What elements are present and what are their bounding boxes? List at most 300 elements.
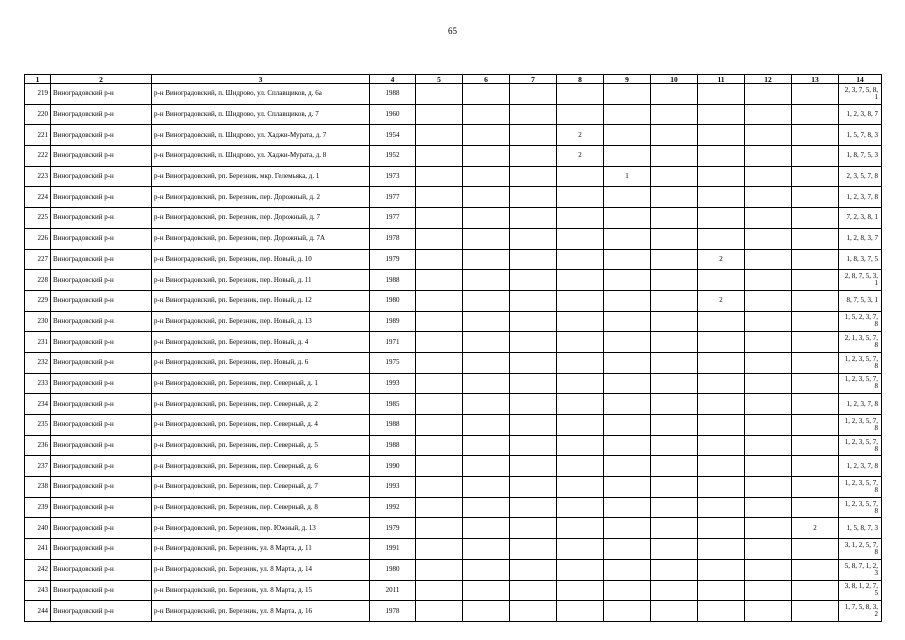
col13-cell	[792, 311, 839, 332]
row-number: 219	[25, 84, 51, 105]
housing-table	[24, 74, 882, 622]
col6-cell	[463, 332, 510, 353]
col6-cell	[463, 125, 510, 146]
col12-cell	[745, 477, 792, 498]
col12-cell	[745, 352, 792, 373]
table-row	[25, 311, 882, 332]
codes-cell: 1, 5, 7, 8, 3	[839, 125, 882, 146]
col13-cell	[792, 249, 839, 270]
codes-cell: 1, 5, 8, 7, 3	[839, 518, 882, 539]
col10-cell	[651, 125, 698, 146]
col12-cell	[745, 208, 792, 229]
col5-cell	[416, 352, 463, 373]
col9-cell	[604, 580, 651, 601]
row-number: 234	[25, 394, 51, 415]
table-row	[25, 187, 882, 208]
col10-cell	[651, 270, 698, 291]
col11-cell	[698, 228, 745, 249]
row-number: 228	[25, 270, 51, 291]
col13-cell	[792, 270, 839, 291]
district-cell: Виноградовский р-н	[51, 290, 152, 311]
district-cell: Виноградовский р-н	[51, 332, 152, 353]
col6-cell	[463, 477, 510, 498]
col13-cell	[792, 415, 839, 436]
col12-cell	[745, 539, 792, 560]
district-cell: Виноградовский р-н	[51, 208, 152, 229]
col5-cell	[416, 394, 463, 415]
row-number: 232	[25, 352, 51, 373]
col11-cell	[698, 394, 745, 415]
district-cell: Виноградовский р-н	[51, 352, 152, 373]
table-row	[25, 518, 882, 539]
col10-cell	[651, 518, 698, 539]
col8-cell	[557, 208, 604, 229]
col7-cell	[510, 518, 557, 539]
table-row	[25, 580, 882, 601]
address-cell: р-н Виноградовский, рп. Березник, пер. Северный, д. 8	[152, 497, 370, 518]
district-cell: Виноградовский р-н	[51, 166, 152, 187]
table-row	[25, 477, 882, 498]
col8-cell	[557, 456, 604, 477]
col12-cell	[745, 518, 792, 539]
row-number: 236	[25, 435, 51, 456]
table-row	[25, 415, 882, 436]
col10-cell	[651, 208, 698, 229]
col8-cell: 2	[557, 125, 604, 146]
table-header-row	[25, 75, 882, 84]
col12-cell	[745, 394, 792, 415]
address-cell: р-н Виноградовский, рп. Березник, пер. Северный, д. 4	[152, 415, 370, 436]
codes-cell: 1, 2, 3, 5, 7, 8	[839, 352, 882, 373]
col9-cell	[604, 497, 651, 518]
page-number: 65	[448, 26, 457, 36]
year-cell: 1978	[370, 601, 416, 622]
year-cell: 1988	[370, 84, 416, 105]
col6-cell	[463, 435, 510, 456]
district-cell: Виноградовский р-н	[51, 497, 152, 518]
district-cell: Виноградовский р-н	[51, 518, 152, 539]
col6-cell	[463, 373, 510, 394]
col6-cell	[463, 394, 510, 415]
col6-cell	[463, 539, 510, 560]
col11-cell	[698, 311, 745, 332]
col12-cell	[745, 456, 792, 477]
district-cell: Виноградовский р-н	[51, 84, 152, 105]
col9-cell	[604, 290, 651, 311]
col11-cell	[698, 518, 745, 539]
col10-cell	[651, 187, 698, 208]
row-number: 225	[25, 208, 51, 229]
district-cell: Виноградовский р-н	[51, 580, 152, 601]
year-cell: 1971	[370, 332, 416, 353]
col10-cell	[651, 84, 698, 105]
col6-cell	[463, 228, 510, 249]
col12-cell	[745, 228, 792, 249]
year-cell: 1988	[370, 415, 416, 436]
col8-cell	[557, 166, 604, 187]
codes-cell: 3, 8, 1, 2, 7, 5	[839, 580, 882, 601]
year-cell: 1975	[370, 352, 416, 373]
col6-cell	[463, 290, 510, 311]
column-header-12: 12	[745, 75, 792, 84]
col11-cell: 2	[698, 290, 745, 311]
col11-cell	[698, 559, 745, 580]
col5-cell	[416, 290, 463, 311]
address-cell: р-н Виноградовский, п. Шидрово, ул. Хаджи-Мурата, д. 8	[152, 146, 370, 167]
col12-cell	[745, 559, 792, 580]
col9-cell	[604, 477, 651, 498]
col5-cell	[416, 580, 463, 601]
year-cell: 2011	[370, 580, 416, 601]
year-cell: 1952	[370, 146, 416, 167]
col13-cell	[792, 187, 839, 208]
address-cell: р-н Виноградовский, рп. Березник, пер. Новый, д. 4	[152, 332, 370, 353]
codes-cell: 1, 8, 7, 5, 3	[839, 146, 882, 167]
col11-cell	[698, 601, 745, 622]
table-row	[25, 435, 882, 456]
col8-cell	[557, 352, 604, 373]
col7-cell	[510, 187, 557, 208]
col8-cell	[557, 270, 604, 291]
row-number: 227	[25, 249, 51, 270]
row-number: 238	[25, 477, 51, 498]
col11-cell	[698, 332, 745, 353]
col5-cell	[416, 477, 463, 498]
col7-cell	[510, 456, 557, 477]
col7-cell	[510, 84, 557, 105]
column-header-10: 10	[651, 75, 698, 84]
address-cell: р-н Виноградовский, рп. Березник, ул. 8 Марта, д. 11	[152, 539, 370, 560]
col10-cell	[651, 477, 698, 498]
col12-cell	[745, 187, 792, 208]
col6-cell	[463, 187, 510, 208]
table-row	[25, 166, 882, 187]
col10-cell	[651, 311, 698, 332]
district-cell: Виноградовский р-н	[51, 311, 152, 332]
codes-cell: 1, 8, 3, 7, 5	[839, 249, 882, 270]
row-number: 244	[25, 601, 51, 622]
district-cell: Виноградовский р-н	[51, 249, 152, 270]
col12-cell	[745, 373, 792, 394]
col13-cell	[792, 104, 839, 125]
column-header-2: 2	[51, 75, 152, 84]
col13-cell	[792, 477, 839, 498]
col10-cell	[651, 497, 698, 518]
col13-cell	[792, 559, 839, 580]
year-cell: 1973	[370, 166, 416, 187]
table-row	[25, 352, 882, 373]
col11-cell	[698, 208, 745, 229]
year-cell: 1977	[370, 208, 416, 229]
col7-cell	[510, 249, 557, 270]
col11-cell: 2	[698, 249, 745, 270]
col5-cell	[416, 539, 463, 560]
col8-cell	[557, 228, 604, 249]
col11-cell	[698, 146, 745, 167]
col13-cell	[792, 456, 839, 477]
col7-cell	[510, 352, 557, 373]
col6-cell	[463, 249, 510, 270]
col11-cell	[698, 415, 745, 436]
col9-cell	[604, 311, 651, 332]
codes-cell: 1, 2, 3, 7, 8	[839, 456, 882, 477]
col7-cell	[510, 415, 557, 436]
col10-cell	[651, 539, 698, 560]
col7-cell	[510, 146, 557, 167]
row-number: 243	[25, 580, 51, 601]
col6-cell	[463, 518, 510, 539]
address-cell: р-н Виноградовский, рп. Березник, ул. 8 Марта, д. 14	[152, 559, 370, 580]
col6-cell	[463, 146, 510, 167]
col11-cell	[698, 456, 745, 477]
col9-cell	[604, 187, 651, 208]
col8-cell	[557, 415, 604, 436]
year-cell: 1979	[370, 518, 416, 539]
col5-cell	[416, 249, 463, 270]
address-cell: р-н Виноградовский, рп. Березник, пер. Новый, д. 11	[152, 270, 370, 291]
column-header-6: 6	[463, 75, 510, 84]
year-cell: 1993	[370, 373, 416, 394]
address-cell: р-н Виноградовский, рп. Березник, пер. Северный, д. 6	[152, 456, 370, 477]
col8-cell	[557, 394, 604, 415]
address-cell: р-н Виноградовский, рп. Березник, пер. Новый, д. 12	[152, 290, 370, 311]
col11-cell	[698, 352, 745, 373]
address-cell: р-н Виноградовский, рп. Березник, пер. Северный, д. 1	[152, 373, 370, 394]
codes-cell: 1, 2, 3, 7, 8	[839, 394, 882, 415]
col5-cell	[416, 84, 463, 105]
table-row	[25, 539, 882, 560]
col6-cell	[463, 270, 510, 291]
col5-cell	[416, 228, 463, 249]
col5-cell	[416, 270, 463, 291]
col7-cell	[510, 497, 557, 518]
col11-cell	[698, 104, 745, 125]
row-number: 239	[25, 497, 51, 518]
column-header-8: 8	[557, 75, 604, 84]
address-cell: р-н Виноградовский, рп. Березник, пер. Новый, д. 6	[152, 352, 370, 373]
col13-cell	[792, 332, 839, 353]
col7-cell	[510, 311, 557, 332]
address-cell: р-н Виноградовский, рп. Березник, пер. Дорожный, д. 7А	[152, 228, 370, 249]
address-cell: р-н Виноградовский, рп. Березник, пер. Новый, д. 10	[152, 249, 370, 270]
codes-cell: 2, 1, 3, 5, 7, 8	[839, 332, 882, 353]
col8-cell	[557, 601, 604, 622]
col7-cell	[510, 539, 557, 560]
column-header-1: 1	[25, 75, 51, 84]
col9-cell	[604, 601, 651, 622]
col7-cell	[510, 208, 557, 229]
col5-cell	[416, 415, 463, 436]
district-cell: Виноградовский р-н	[51, 187, 152, 208]
col11-cell	[698, 270, 745, 291]
col6-cell	[463, 559, 510, 580]
col9-cell	[604, 249, 651, 270]
row-number: 221	[25, 125, 51, 146]
col8-cell	[557, 311, 604, 332]
table-row	[25, 208, 882, 229]
col10-cell	[651, 373, 698, 394]
col9-cell	[604, 559, 651, 580]
col8-cell	[557, 249, 604, 270]
year-cell: 1992	[370, 497, 416, 518]
codes-cell: 1, 5, 2, 3, 7, 8	[839, 311, 882, 332]
col11-cell	[698, 435, 745, 456]
row-number: 240	[25, 518, 51, 539]
col13-cell	[792, 394, 839, 415]
col11-cell	[698, 166, 745, 187]
col7-cell	[510, 601, 557, 622]
col6-cell	[463, 84, 510, 105]
year-cell: 1989	[370, 311, 416, 332]
col10-cell	[651, 104, 698, 125]
row-number: 235	[25, 415, 51, 436]
row-number: 223	[25, 166, 51, 187]
column-header-7: 7	[510, 75, 557, 84]
col12-cell	[745, 332, 792, 353]
row-number: 231	[25, 332, 51, 353]
address-cell: р-н Виноградовский, рп. Березник, пер. Южный, д. 13	[152, 518, 370, 539]
col13-cell	[792, 84, 839, 105]
col8-cell	[557, 580, 604, 601]
col10-cell	[651, 146, 698, 167]
district-cell: Виноградовский р-н	[51, 373, 152, 394]
col9-cell	[604, 146, 651, 167]
col13-cell	[792, 539, 839, 560]
col13-cell	[792, 580, 839, 601]
col5-cell	[416, 456, 463, 477]
col9-cell	[604, 352, 651, 373]
col8-cell	[557, 373, 604, 394]
col10-cell	[651, 290, 698, 311]
year-cell: 1960	[370, 104, 416, 125]
col6-cell	[463, 497, 510, 518]
codes-cell: 1, 7, 5, 8, 3, 2	[839, 601, 882, 622]
col5-cell	[416, 332, 463, 353]
col8-cell: 2	[557, 146, 604, 167]
col10-cell	[651, 332, 698, 353]
col10-cell	[651, 601, 698, 622]
col12-cell	[745, 580, 792, 601]
col6-cell	[463, 352, 510, 373]
col7-cell	[510, 290, 557, 311]
row-number: 222	[25, 146, 51, 167]
col8-cell	[557, 187, 604, 208]
district-cell: Виноградовский р-н	[51, 228, 152, 249]
col12-cell	[745, 270, 792, 291]
column-header-9: 9	[604, 75, 651, 84]
district-cell: Виноградовский р-н	[51, 559, 152, 580]
col9-cell	[604, 415, 651, 436]
col13-cell	[792, 125, 839, 146]
row-number: 233	[25, 373, 51, 394]
district-cell: Виноградовский р-н	[51, 415, 152, 436]
table-row	[25, 290, 882, 311]
col11-cell	[698, 373, 745, 394]
col12-cell	[745, 249, 792, 270]
year-cell: 1985	[370, 394, 416, 415]
year-cell: 1979	[370, 249, 416, 270]
address-cell: р-н Виноградовский, рп. Березник, ул. 8 Марта, д. 16	[152, 601, 370, 622]
col5-cell	[416, 125, 463, 146]
row-number: 220	[25, 104, 51, 125]
codes-cell: 1, 2, 3, 5, 7, 8	[839, 497, 882, 518]
col8-cell	[557, 84, 604, 105]
col8-cell	[557, 477, 604, 498]
col8-cell	[557, 435, 604, 456]
year-cell: 1988	[370, 270, 416, 291]
codes-cell: 5, 8, 7, 1, 2, 3	[839, 559, 882, 580]
col10-cell	[651, 352, 698, 373]
col7-cell	[510, 125, 557, 146]
address-cell: р-н Виноградовский, рп. Березник, пер. Дорожный, д. 2	[152, 187, 370, 208]
col13-cell: 2	[792, 518, 839, 539]
codes-cell: 7, 2, 3, 8, 1	[839, 208, 882, 229]
col9-cell	[604, 208, 651, 229]
col13-cell	[792, 435, 839, 456]
row-number: 237	[25, 456, 51, 477]
col5-cell	[416, 497, 463, 518]
district-cell: Виноградовский р-н	[51, 477, 152, 498]
codes-cell: 1, 2, 3, 5, 7, 8	[839, 435, 882, 456]
codes-cell: 1, 2, 3, 8, 7	[839, 104, 882, 125]
col7-cell	[510, 166, 557, 187]
year-cell: 1954	[370, 125, 416, 146]
col5-cell	[416, 601, 463, 622]
col9-cell	[604, 104, 651, 125]
col12-cell	[745, 601, 792, 622]
codes-cell: 3, 1, 2, 5, 7, 8	[839, 539, 882, 560]
col6-cell	[463, 415, 510, 436]
col11-cell	[698, 580, 745, 601]
year-cell: 1988	[370, 435, 416, 456]
col9-cell	[604, 435, 651, 456]
col11-cell	[698, 539, 745, 560]
col5-cell	[416, 373, 463, 394]
col12-cell	[745, 415, 792, 436]
col10-cell	[651, 394, 698, 415]
column-header-13: 13	[792, 75, 839, 84]
col13-cell	[792, 373, 839, 394]
col7-cell	[510, 332, 557, 353]
table-row	[25, 497, 882, 518]
col10-cell	[651, 228, 698, 249]
codes-cell: 1, 2, 8, 3, 7	[839, 228, 882, 249]
col13-cell	[792, 208, 839, 229]
col10-cell	[651, 415, 698, 436]
year-cell: 1980	[370, 559, 416, 580]
codes-cell: 2, 8, 7, 5, 3, 1	[839, 270, 882, 291]
col5-cell	[416, 208, 463, 229]
table-row	[25, 104, 882, 125]
table-row	[25, 146, 882, 167]
col13-cell	[792, 352, 839, 373]
col9-cell	[604, 394, 651, 415]
col12-cell	[745, 104, 792, 125]
codes-cell: 1, 2, 3, 5, 7, 8	[839, 373, 882, 394]
address-cell: р-н Виноградовский, п. Шидрово, ул. Сплавщиков, д. 6а	[152, 84, 370, 105]
col13-cell	[792, 601, 839, 622]
table-row	[25, 373, 882, 394]
table-row	[25, 125, 882, 146]
col9-cell	[604, 539, 651, 560]
table-row	[25, 559, 882, 580]
codes-cell: 2, 3, 5, 7, 8	[839, 166, 882, 187]
col13-cell	[792, 290, 839, 311]
col7-cell	[510, 270, 557, 291]
district-cell: Виноградовский р-н	[51, 601, 152, 622]
district-cell: Виноградовский р-н	[51, 270, 152, 291]
col7-cell	[510, 580, 557, 601]
